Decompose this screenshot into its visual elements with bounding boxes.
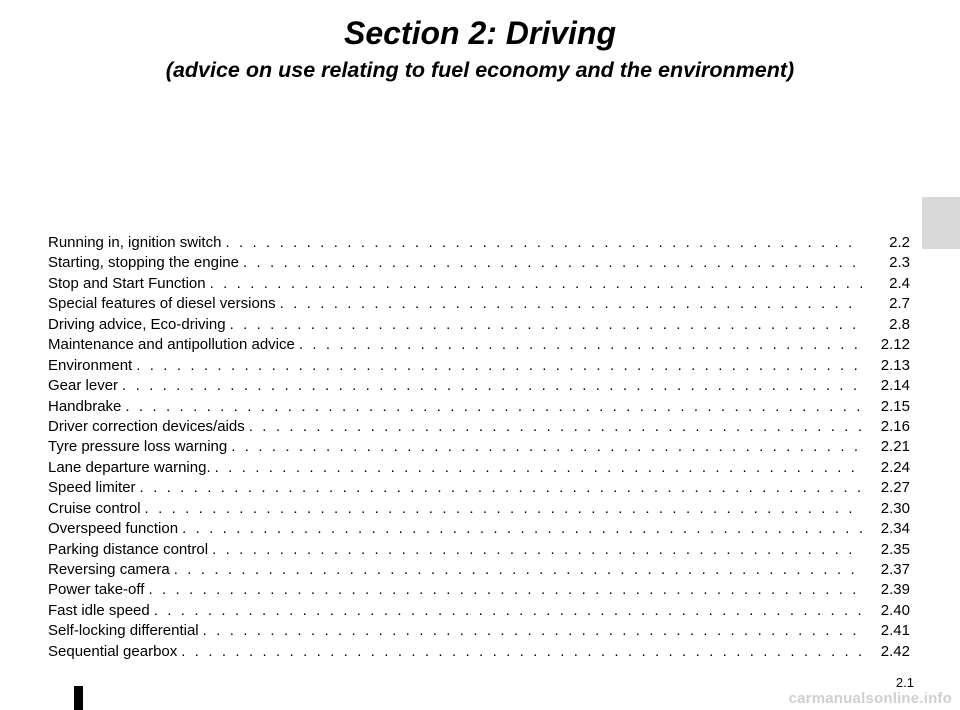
toc-entry-label: Gear lever <box>48 377 119 395</box>
toc-entry-page: 2.41 <box>880 622 910 640</box>
toc-entry[interactable] <box>48 642 910 662</box>
corner-mark <box>74 686 83 710</box>
toc-entry-page: 2.37 <box>880 561 910 578</box>
table-of-contents <box>48 233 910 662</box>
toc-leader-dots <box>203 621 862 641</box>
toc-entry-label: Overspeed function <box>48 520 179 538</box>
toc-entry[interactable] <box>48 519 910 539</box>
toc-entry-page: 2.34 <box>880 520 910 538</box>
section-title: Section 2: Driving <box>343 15 617 51</box>
toc-entry-page: 2.39 <box>880 581 910 599</box>
toc-entry-page: 2.14 <box>880 377 910 395</box>
page-number: 2.1 <box>895 675 914 690</box>
toc-entry-page: 2.12 <box>880 336 910 354</box>
toc-entry-label: Reversing camera <box>48 561 170 578</box>
section-subtitle: (advice on use relating to fuel economy and the environment) <box>165 58 795 82</box>
toc-entry[interactable] <box>48 274 910 294</box>
toc-entry-label: Driving advice, Eco-driving <box>48 315 226 333</box>
toc-leader-dots <box>212 540 862 560</box>
toc-leader-dots <box>122 376 862 396</box>
toc-entry-label: Fast idle speed <box>48 601 150 619</box>
toc-entry-page: 2.13 <box>880 356 910 374</box>
toc-leader-dots <box>154 601 862 621</box>
toc-leader-dots <box>299 335 862 355</box>
toc-entry[interactable] <box>48 294 910 314</box>
toc-entry-label: Tyre pressure loss warning <box>48 438 228 456</box>
toc-leader-dots <box>182 519 862 539</box>
toc-entry-label: Speed limiter <box>48 479 136 497</box>
toc-entry-page: 2.4 <box>889 274 910 292</box>
toc-entry-page: 2.16 <box>880 417 910 435</box>
toc-entry[interactable] <box>48 376 910 396</box>
toc-leader-dots <box>280 294 862 314</box>
toc-leader-dots <box>174 560 862 580</box>
toc-entry-label: Cruise control <box>48 499 141 517</box>
toc-entry[interactable] <box>48 233 910 253</box>
toc-entry[interactable] <box>48 540 910 560</box>
toc-entry-page: 2.40 <box>880 601 910 619</box>
toc-entry-label: Special features of diesel versions <box>48 295 276 313</box>
watermark: carmanualsonline.info <box>788 690 952 707</box>
toc-entry[interactable] <box>48 621 910 641</box>
toc-entry[interactable] <box>48 437 910 457</box>
toc-entry-label: Lane departure warning. <box>48 458 211 476</box>
toc-leader-dots <box>249 417 862 437</box>
toc-leader-dots <box>140 478 862 498</box>
toc-leader-dots <box>231 437 862 457</box>
toc-leader-dots <box>210 274 862 294</box>
toc-leader-dots <box>148 580 862 600</box>
toc-entry[interactable] <box>48 253 910 273</box>
toc-entry-label: Self-locking differential <box>48 622 199 640</box>
toc-entry-label: Environment <box>48 356 133 374</box>
toc-entry-page: 2.3 <box>889 254 910 272</box>
toc-entry[interactable] <box>48 560 910 580</box>
toc-entry-page: 2.15 <box>880 397 910 415</box>
toc-entry[interactable] <box>48 315 910 335</box>
toc-entry-page: 2.35 <box>880 540 910 558</box>
toc-entry-label: Handbrake <box>48 397 122 415</box>
toc-leader-dots <box>125 397 862 417</box>
toc-entry-page: 2.2 <box>889 234 910 251</box>
toc-leader-dots <box>243 253 862 273</box>
toc-entry-page: 2.8 <box>889 315 910 333</box>
toc-entry-page: 2.24 <box>880 458 910 476</box>
toc-entry-label: Power take-off <box>48 581 145 599</box>
toc-entry-label: Driver correction devices/aids <box>48 417 245 435</box>
toc-entry[interactable] <box>48 458 910 478</box>
toc-leader-dots <box>230 315 862 335</box>
toc-entry-label: Starting, stopping the engine <box>48 254 239 272</box>
toc-entry-page: 2.21 <box>880 438 910 456</box>
toc-entry-label: Maintenance and antipollution advice <box>48 336 295 354</box>
toc-entry[interactable] <box>48 478 910 498</box>
toc-entry-label: Parking distance control <box>48 540 209 558</box>
toc-entry[interactable] <box>48 499 910 519</box>
toc-entry[interactable] <box>48 417 910 437</box>
toc-entry-page: 2.7 <box>889 295 910 313</box>
toc-entry[interactable] <box>48 580 910 600</box>
toc-leader-dots <box>181 642 862 662</box>
toc-entry-label: Sequential gearbox <box>48 642 178 660</box>
toc-leader-dots <box>215 458 862 478</box>
toc-entry[interactable] <box>48 335 910 355</box>
toc-entry-page: 2.30 <box>880 499 910 517</box>
toc-leader-dots <box>136 356 862 376</box>
toc-entry[interactable] <box>48 356 910 376</box>
toc-entry-label: Stop and Start Function <box>48 274 206 292</box>
toc-entry[interactable] <box>48 601 910 621</box>
toc-entry-page: 2.42 <box>880 642 910 660</box>
toc-entry[interactable] <box>48 397 910 417</box>
toc-leader-dots <box>225 233 862 253</box>
section-tab-marker <box>922 197 960 249</box>
toc-entry-page: 2.27 <box>880 479 910 497</box>
toc-entry-label: Running in, ignition switch <box>48 234 222 251</box>
toc-leader-dots <box>145 499 862 519</box>
